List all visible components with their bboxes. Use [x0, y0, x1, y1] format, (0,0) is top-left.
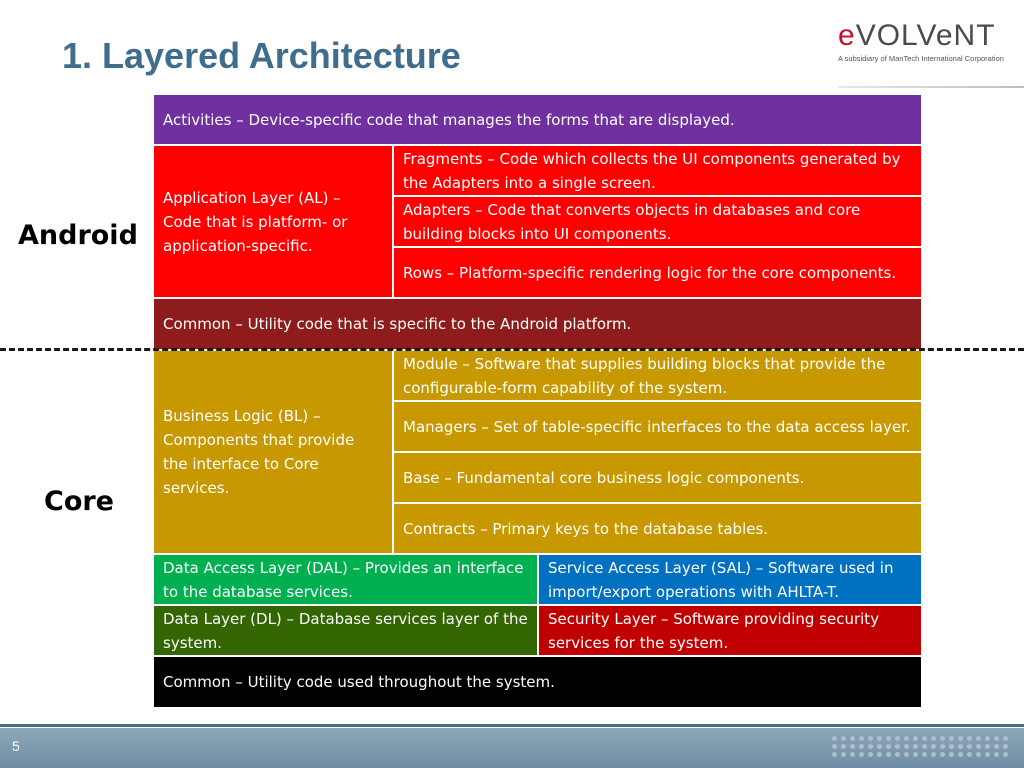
footer-dot [949, 752, 954, 757]
footer-dot [832, 744, 837, 749]
android-core-divider [0, 348, 1024, 351]
footer-dot [904, 736, 909, 741]
footer-dot [985, 736, 990, 741]
page-number: 5 [12, 738, 20, 754]
footer-dot [913, 744, 918, 749]
footer-dot [850, 744, 855, 749]
footer-dot [976, 736, 981, 741]
layer-service-access: Service Access Layer (SAL) – Software used in import/export operations with AHLTA-T. [538, 554, 922, 605]
footer-dot [940, 744, 945, 749]
footer-dot [832, 752, 837, 757]
footer-dot [931, 752, 936, 757]
footer-dot [895, 752, 900, 757]
footer-dot [904, 752, 909, 757]
footer-dot [931, 744, 936, 749]
footer-dot [1003, 744, 1008, 749]
footer-dot [940, 736, 945, 741]
footer-dot [904, 744, 909, 749]
footer-dot [868, 752, 873, 757]
footer-dot [868, 736, 873, 741]
layer-base: Base – Fundamental core business logic components. [393, 452, 922, 503]
decorative-dots [832, 736, 1012, 760]
footer-dot [886, 752, 891, 757]
layer-contracts: Contracts – Primary keys to the database tables. [393, 503, 922, 554]
footer-dot [967, 752, 972, 757]
footer-dot [877, 744, 882, 749]
layer-rows: Rows – Platform-specific rendering logic for the core components. [393, 247, 922, 298]
footer-dot [940, 752, 945, 757]
layer-application: Application Layer (AL) – Code that is platform- or application-specific. [153, 145, 393, 298]
layer-common-android: Common – Utility code that is specific to the Android platform. [153, 298, 922, 350]
footer-dot [868, 744, 873, 749]
footer-dot [850, 736, 855, 741]
footer-dot [976, 752, 981, 757]
footer-dot [913, 752, 918, 757]
layer-data-access: Data Access Layer (DAL) – Provides an interface to the database services. [153, 554, 538, 605]
footer-dot [859, 736, 864, 741]
footer-dot [841, 744, 846, 749]
footer-dot [994, 736, 999, 741]
footer-dot [985, 744, 990, 749]
footer-dot [832, 736, 837, 741]
footer-dot [949, 744, 954, 749]
footer-dot [922, 752, 927, 757]
logo-wordmark: eVOLVeNT [838, 19, 996, 52]
footer-dot [994, 752, 999, 757]
footer-dot [877, 736, 882, 741]
layer-common-core: Common – Utility code used throughout the system. [153, 656, 922, 708]
footer-dot [895, 744, 900, 749]
footer-dot [958, 744, 963, 749]
footer-dot [895, 736, 900, 741]
layer-module: Module – Software that supplies building blocks that provide the configurable-form capability of the system. [393, 350, 922, 401]
evolvent-logo [838, 20, 1018, 66]
footer-dot [859, 744, 864, 749]
footer-dot [922, 736, 927, 741]
footer-dot [967, 736, 972, 741]
footer-dot [886, 744, 891, 749]
layer-security: Security Layer – Software providing security services for the system. [538, 605, 922, 656]
layer-managers: Managers – Set of table-specific interfaces to the data access layer. [393, 401, 922, 452]
footer-dot [841, 752, 846, 757]
layer-adapters: Adapters – Code that converts objects in databases and core building blocks into UI components. [393, 196, 922, 247]
footer-dot [958, 752, 963, 757]
core-label: Core [44, 486, 114, 517]
header-rule [838, 86, 1024, 88]
footer-dot [913, 736, 918, 741]
logo-tagline: A subsidiary of ManTech International Corporation [838, 54, 1004, 63]
footer-dot [1003, 736, 1008, 741]
footer-dot [958, 736, 963, 741]
footer-dot [976, 744, 981, 749]
layer-data: Data Layer (DL) – Database services layer of the system. [153, 605, 538, 656]
footer-dot [994, 744, 999, 749]
footer-dot [841, 736, 846, 741]
footer-dot [967, 744, 972, 749]
footer-dot [949, 736, 954, 741]
footer-dot [985, 752, 990, 757]
footer-dot [1003, 752, 1008, 757]
footer-dot [859, 752, 864, 757]
footer-dot [886, 736, 891, 741]
layer-fragments: Fragments – Code which collects the UI components generated by the Adapters into a single screen. [393, 145, 922, 196]
footer-dot [850, 752, 855, 757]
android-label: Android [18, 220, 138, 251]
slide-title: 1. Layered Architecture [62, 35, 461, 76]
footer-dot [922, 744, 927, 749]
footer-dot [877, 752, 882, 757]
layer-activities: Activities – Device-specific code that manages the forms that are displayed. [153, 94, 922, 145]
footer-rule [0, 724, 1024, 727]
footer-dot [931, 736, 936, 741]
layer-business-logic: Business Logic (BL) – Components that provide the interface to Core services. [153, 350, 393, 554]
